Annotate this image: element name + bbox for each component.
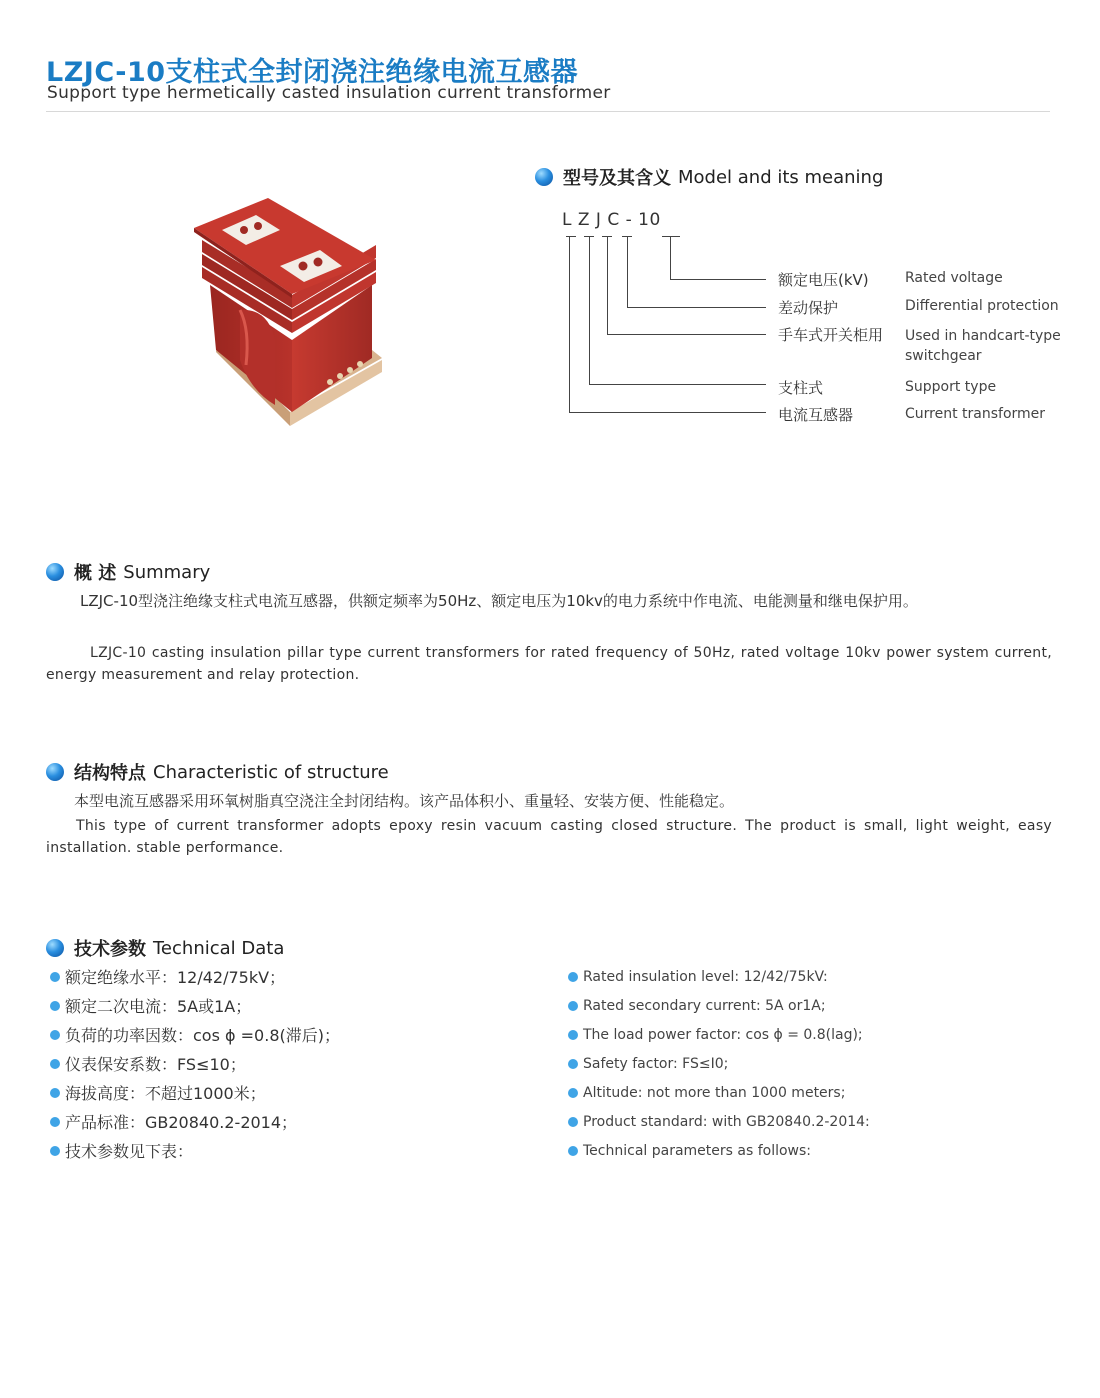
technical-item-zh: 海拔高度：不超过1000米； [50,1078,340,1107]
technical-item-en: Altitude: not more than 1000 meters; [568,1078,870,1107]
technical-item-zh: 额定绝缘水平：12/42/75kV； [50,962,340,991]
technical-item-en: Rated secondary current: 5A or1A; [568,991,870,1020]
summary-text-zh: LZJC-10型浇注绝缘支柱式电流互感器，供额定频率为50Hz、额定电压为10kv的电力系统中作电流、电能测量和继电保护用。 [80,592,918,610]
technical-item-en: Technical parameters as follows: [568,1136,870,1165]
page-subtitle: Support type hermetically casted insulation current transformer [47,83,611,103]
model-item-zh: 额定电压(kV) [778,271,869,289]
model-item-zh: 电流互感器 [778,406,854,424]
technical-item-en: Rated insulation level: 12/42/75kV: [568,962,870,991]
technical-item-zh: 仪表保安系数：FS≤10； [50,1049,340,1078]
bullet-ball-icon [46,939,64,957]
model-item-zh: 手车式开关柜用 [778,326,884,344]
structure-heading-en: Characteristic of structure [153,761,389,783]
technical-list-en [568,962,870,1165]
model-item-en: Support type [905,379,997,395]
bullet-ball-icon [46,563,64,581]
summary-heading-zh: 概 述 [74,563,117,584]
model-item-zh: 差动保护 [778,299,839,317]
structure-heading-zh: 结构特点 [74,763,146,784]
model-code: L Z J C - 10 [562,210,661,230]
technical-item-en: Product standard: with GB20840.2-2014: [568,1107,870,1136]
model-heading-zh: 型号及其含义 [563,168,671,189]
technical-heading-en: Technical Data [153,937,285,959]
model-item-zh: 支柱式 [778,379,824,397]
technical-item-zh: 额定二次电流：5A或1A； [50,991,340,1020]
technical-item-en: Safety factor: FS≤I0; [568,1049,870,1078]
model-item-en: Rated voltage [905,270,1003,286]
technical-item-zh: 负荷的功率因数：cos ϕ =0.8(滞后)； [50,1020,340,1049]
structure-heading [46,759,389,785]
page-title: LZJC-10支柱式全封闭浇注绝缘电流互感器 [46,57,579,88]
model-heading [535,164,883,190]
summary-heading-en: Summary [123,561,211,583]
bullet-ball-icon [46,763,64,781]
model-heading-en: Model and its meaning [678,166,884,188]
summary-heading [46,559,210,585]
structure-text-en: This type of current transformer adopts epoxy resin vacuum casting closed structure. The product is small, light weight, easy installation. stable performance. [46,818,1052,856]
summary-text-en: LZJC-10 casting insulation pillar type current transformers for rated frequency of 50Hz, rated voltage 10kv power system current, energy measurement and relay protection. [46,645,1052,683]
model-item-en: Differential protection [905,298,1059,314]
technical-item-zh: 技术参数见下表： [50,1136,340,1165]
header-divider [46,111,1050,112]
model-item-en: Used in handcart-type switchgear [905,328,1061,364]
technical-item-en: The load power factor: cos ϕ = 0.8(lag); [568,1020,870,1049]
product-image-current-transformer [180,190,390,440]
technical-list-zh [50,962,340,1165]
technical-heading [46,935,284,961]
technical-item-zh: 产品标准：GB20840.2-2014； [50,1107,340,1136]
bullet-ball-icon [535,168,553,186]
model-item-en: Current transformer [905,406,1046,422]
technical-heading-zh: 技术参数 [74,939,146,960]
structure-text-zh: 本型电流互感器采用环氧树脂真空浇注全封闭结构。该产品体积小、重量轻、安装方便、性能稳定。 [74,792,735,810]
